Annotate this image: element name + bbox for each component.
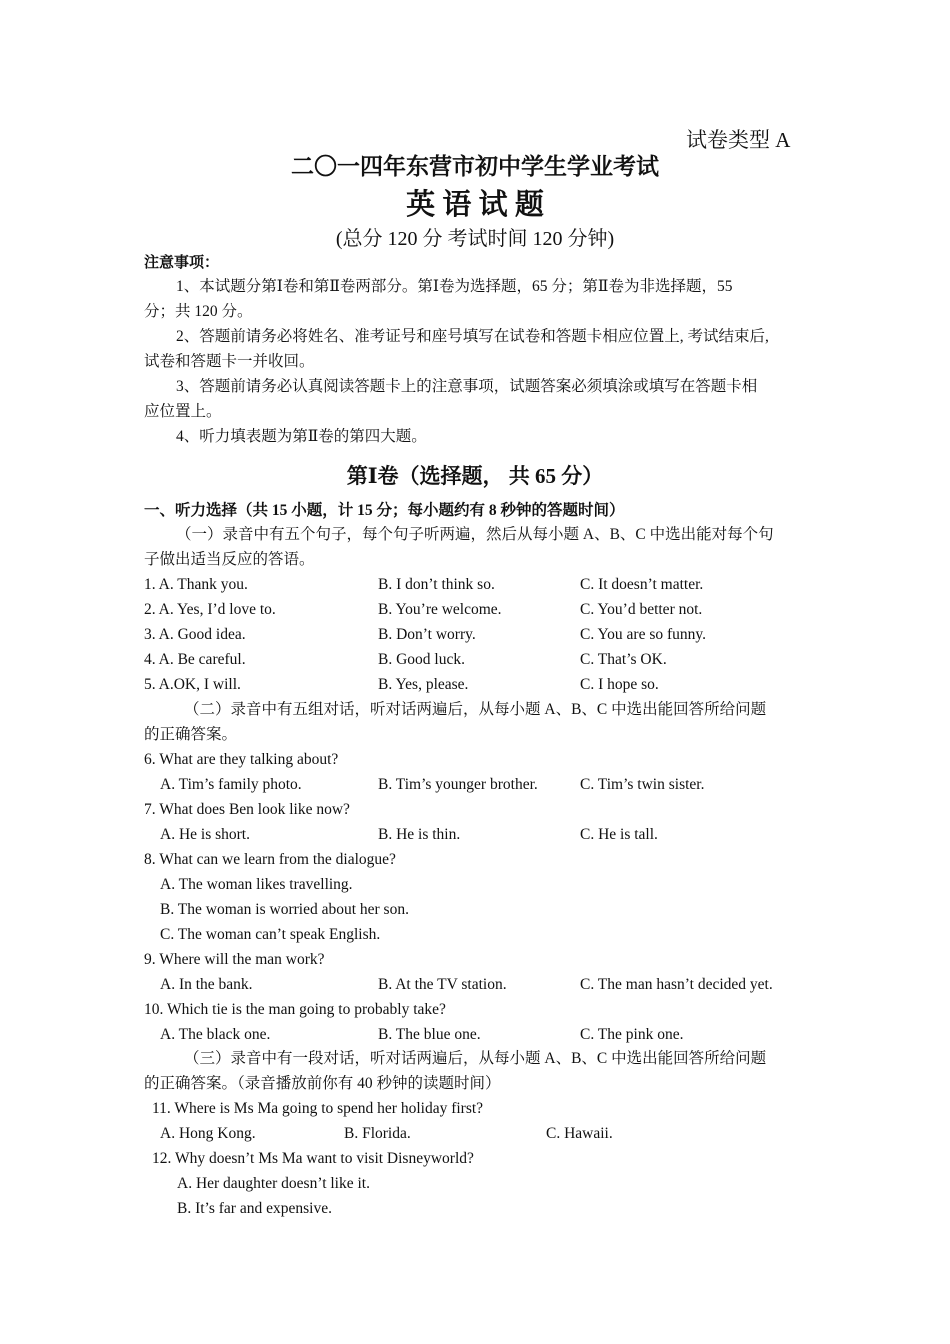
section1-title: 一、听力选择（共 15 小题，计 15 分；每小题约有 8 秒钟的答题时间） [144, 502, 625, 519]
option-c: C. Hawaii. [546, 1125, 613, 1142]
option-b: B. The blue one. [378, 1026, 481, 1043]
option-b: B. Florida. [344, 1125, 411, 1142]
question-8: 8. What can we learn from the dialogue? [144, 851, 396, 868]
question-9: 9. Where will the man work? [144, 951, 325, 968]
option-a: A. The woman likes travelling. [160, 876, 353, 893]
question-row [144, 650, 824, 670]
option-b: B. You’re welcome. [378, 601, 502, 618]
question-10: 10. Which tie is the man going to probably take? [144, 1001, 446, 1018]
option-a: A. In the bank. [160, 976, 253, 993]
question-row [144, 625, 824, 645]
option-a: A. Tim’s family photo. [160, 776, 302, 793]
notice-heading: 注意事项： [144, 253, 220, 271]
question-row [144, 675, 824, 695]
exam-title: 二〇一四年东营市初中学生学业考试 [291, 154, 659, 179]
option-c: C. I hope so. [580, 676, 659, 693]
option-a: A. Her daughter doesn’t like it. [177, 1175, 370, 1192]
notice-line: 分；共 120 分。 [144, 303, 253, 320]
notice-line: 4、听力填表题为第Ⅱ卷的第四大题。 [176, 428, 427, 445]
option-a: 5. A.OK, I will. [144, 676, 241, 693]
option-a: A. The black one. [160, 1026, 271, 1043]
option-c: C. The pink one. [580, 1026, 684, 1043]
option-c: C. That’s OK. [580, 651, 667, 668]
option-a: 4. A. Be careful. [144, 651, 246, 668]
notice-line: 1、本试题分第Ⅰ卷和第Ⅱ卷两部分。第Ⅰ卷为选择题，65 分；第Ⅱ卷为非选择题，55 [176, 278, 733, 295]
option-c: C. It doesn’t matter. [580, 576, 704, 593]
subject-title: 英 语 试 题 [406, 189, 544, 221]
notice-line: 试卷和答题卡一并收回。 [144, 353, 315, 370]
question-row [144, 575, 824, 595]
option-a: 1. A. Thank you. [144, 576, 248, 593]
option-b: B. Don’t worry. [378, 626, 476, 643]
notice-line: 应位置上。 [144, 403, 222, 420]
option-a: A. Hong Kong. [160, 1125, 256, 1142]
sub2-instruction: 的正确答案。 [144, 726, 238, 743]
sub2-instruction: （二）录音中有五组对话，听对话两遍后，从每小题 A、B、C 中选出能回答所给问题 [184, 701, 767, 718]
question-row [144, 600, 824, 620]
option-a: 3. A. Good idea. [144, 626, 246, 643]
option-c: C. The woman can’t speak English. [160, 926, 381, 943]
option-c: C. Tim’s twin sister. [580, 776, 705, 793]
option-c: C. The man hasn’t decided yet. [580, 976, 773, 993]
option-a: 2. A. Yes, I’d love to. [144, 601, 276, 618]
sub1-instruction: 子做出适当反应的答语。 [144, 551, 315, 568]
option-c: C. He is tall. [580, 826, 658, 843]
option-b: B. At the TV station. [378, 976, 507, 993]
option-b: B. He is thin. [378, 826, 461, 843]
question-6: 6. What are they talking about? [144, 751, 339, 768]
question-12: 12. Why doesn’t Ms Ma want to visit Disneyworld? [152, 1150, 474, 1167]
option-b: B. Yes, please. [378, 676, 469, 693]
sub3-instruction: 的正确答案。（录音播放前你有 40 秒钟的读题时间） [144, 1075, 501, 1092]
option-b: B. Tim’s younger brother. [378, 776, 538, 793]
sub3-instruction: （三）录音中有一段对话，听对话两遍后，从每小题 A、B、C 中选出能回答所给问题 [184, 1050, 767, 1067]
score-time-note: (总分 120 分 考试时间 120 分钟) [335, 228, 615, 250]
option-c: C. You are so funny. [580, 626, 707, 643]
sub1-instruction: （一）录音中有五个句子，每个句子听两遍，然后从每小题 A、B、C 中选出能对每个句 [176, 526, 774, 543]
paper-type-label: 试卷类型 A [686, 128, 791, 152]
option-a: A. He is short. [160, 826, 250, 843]
option-b: B. I don’t think so. [378, 576, 495, 593]
option-c: C. You’d better not. [580, 601, 703, 618]
option-b: B. Good luck. [378, 651, 465, 668]
notice-line: 3、答题前请务必认真阅读答题卡上的注意事项，试题答案必须填涂或填写在答题卡相 [176, 378, 758, 395]
question-11: 11. Where is Ms Ma going to spend her holiday first? [152, 1100, 484, 1117]
question-7: 7. What does Ben look like now? [144, 801, 350, 818]
option-b: B. The woman is worried about her son. [160, 901, 409, 918]
option-b: B. It’s far and expensive. [177, 1200, 332, 1217]
notice-line: 2、答题前请务必将姓名、准考证号和座号填写在试卷和答题卡相应位置上, 考试结束后, [176, 328, 769, 345]
part1-title: 第Ⅰ卷（选择题， 共 65 分） [346, 464, 604, 488]
